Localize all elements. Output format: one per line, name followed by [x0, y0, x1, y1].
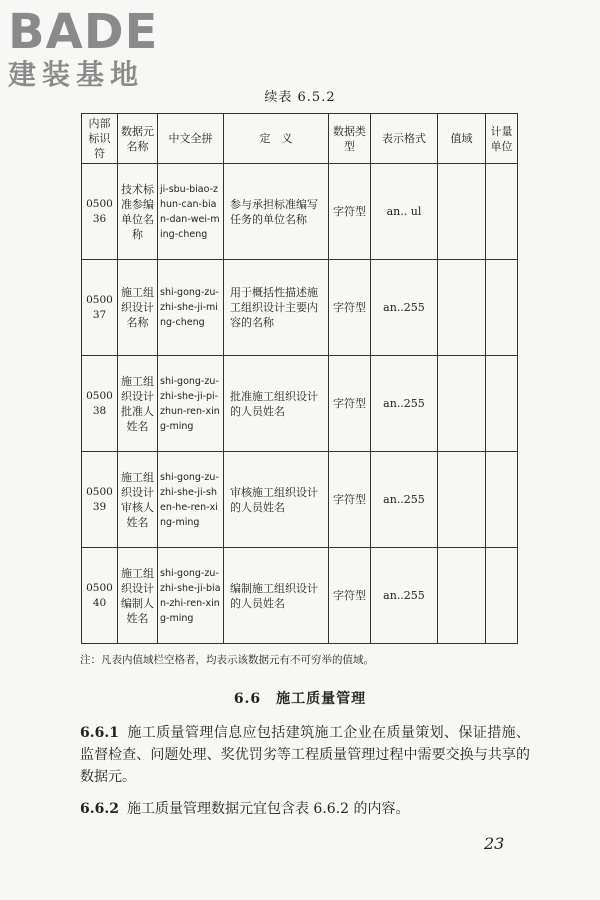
header-element-name: 数据元名称 — [118, 114, 158, 164]
cell-pinyin: ji-sbu-biao-zhun-can-bian-dan-wei-ming-cheng — [158, 164, 224, 260]
cell-pinyin: shi-gong-zu-zhi-she-ji-pi-zhun-ren-xing-ming — [158, 356, 224, 452]
cell-format: an..255 — [371, 548, 438, 644]
cell-range — [438, 548, 486, 644]
cell-id: 050040 — [82, 548, 118, 644]
cell-id: 050039 — [82, 452, 118, 548]
header-unit: 计量单位 — [486, 114, 518, 164]
cell-range — [438, 452, 486, 548]
cell-range — [438, 164, 486, 260]
cell-range — [438, 356, 486, 452]
cell-name: 施工组织设计编制人姓名 — [118, 548, 158, 644]
header-internal-id: 内部标识符 — [82, 114, 118, 164]
cell-type: 字符型 — [329, 548, 371, 644]
table-row — [82, 260, 518, 356]
bade-logo — [8, 6, 183, 96]
cell-definition: 批准施工组织设计的人员姓名 — [224, 356, 329, 452]
cell-type: 字符型 — [329, 356, 371, 452]
cell-definition: 用于概括性描述施工组织设计主要内容的名称 — [224, 260, 329, 356]
header-data-type: 数据类型 — [329, 114, 371, 164]
clause-paragraph — [80, 722, 530, 788]
page-number: 23 — [484, 834, 505, 853]
table-header-row — [82, 114, 518, 164]
clause-paragraph — [80, 798, 530, 820]
cell-name: 施工组织设计批准人姓名 — [118, 356, 158, 452]
cell-id: 050038 — [82, 356, 118, 452]
table-row — [82, 164, 518, 260]
table-row — [82, 356, 518, 452]
clause-number: 6.6.1 — [80, 725, 119, 741]
data-element-table — [81, 113, 518, 644]
cell-format: an..255 — [371, 452, 438, 548]
cell-name: 施工组织设计名称 — [118, 260, 158, 356]
table-note: 注：凡表内值域栏空格者，均表示该数据元有不可穷举的值域。 — [80, 654, 374, 666]
cell-pinyin: shi-gong-zu-zhi-she-ji-ming-cheng — [158, 260, 224, 356]
cell-type: 字符型 — [329, 164, 371, 260]
cell-unit — [486, 548, 518, 644]
section-title: 6.6 施工质量管理 — [233, 691, 367, 707]
cell-unit — [486, 164, 518, 260]
cell-id: 050036 — [82, 164, 118, 260]
cell-unit — [486, 452, 518, 548]
header-pinyin: 中文全拼 — [158, 114, 224, 164]
cell-id: 050037 — [82, 260, 118, 356]
cell-name: 施工组织设计审核人姓名 — [118, 452, 158, 548]
cell-unit — [486, 260, 518, 356]
table-caption: 续表 6.5.2 — [264, 90, 336, 105]
clause-text: 施工质量管理信息应包括建筑施工企业在质量策划、保证措施、监督检查、问题处理、奖优罚劣等工程质量管理过程中需要交换与共享的数据元。 — [80, 725, 530, 785]
table-row — [82, 452, 518, 548]
cell-definition: 编制施工组织设计的人员姓名 — [224, 548, 329, 644]
cell-type: 字符型 — [329, 452, 371, 548]
clause-text: 施工质量管理数据元宜包含表 6.6.2 的内容。 — [126, 801, 410, 817]
logo-brand: BADE — [8, 4, 159, 60]
header-format: 表示格式 — [371, 114, 438, 164]
cell-name: 技术标准参编单位名称 — [118, 164, 158, 260]
logo-subtitle: 建装基地 — [8, 58, 145, 91]
cell-format: an.. ul — [371, 164, 438, 260]
header-value-range: 值域 — [438, 114, 486, 164]
cell-format: an..255 — [371, 260, 438, 356]
clause-number: 6.6.2 — [80, 801, 119, 817]
cell-unit — [486, 356, 518, 452]
table-row — [82, 548, 518, 644]
cell-type: 字符型 — [329, 260, 371, 356]
cell-pinyin: shi-gong-zu-zhi-she-ji-bian-zhi-ren-xing-ming — [158, 548, 224, 644]
cell-definition: 审核施工组织设计的人员姓名 — [224, 452, 329, 548]
cell-definition: 参与承担标准编写任务的单位名称 — [224, 164, 329, 260]
cell-pinyin: shi-gong-zu-zhi-she-ji-shen-he-ren-xing-ming — [158, 452, 224, 548]
header-definition: 定 义 — [224, 114, 329, 164]
cell-range — [438, 260, 486, 356]
cell-format: an..255 — [371, 356, 438, 452]
